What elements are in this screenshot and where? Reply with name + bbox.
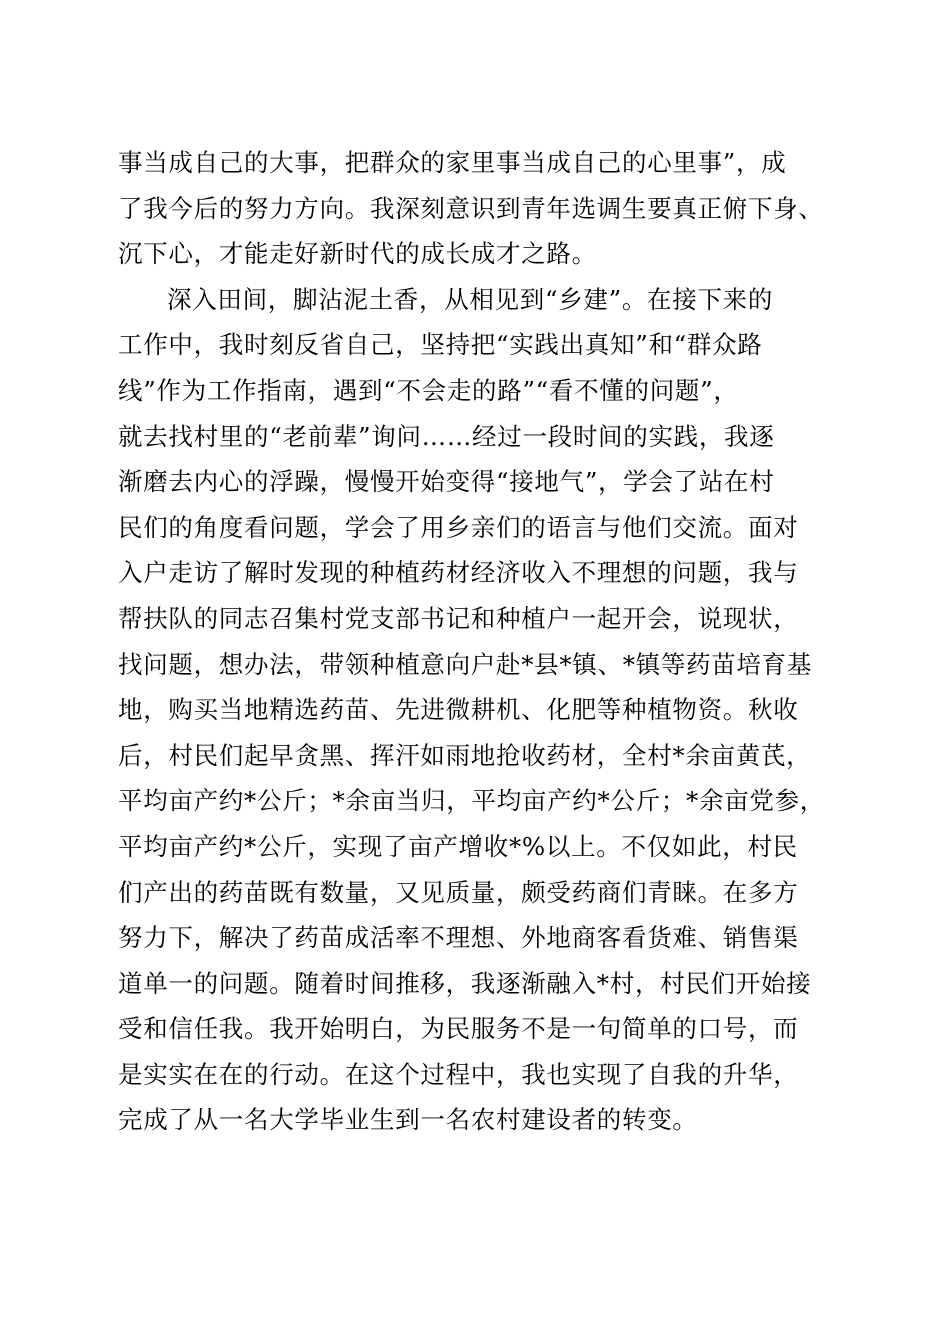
text-line: 事当成自己的大事，把群众的家里事当成自己的心里事”，成 <box>118 148 787 177</box>
text-line: 了我今后的努力方向。我深刻意识到青年选调生要真正俯下身、 <box>118 193 824 223</box>
text-line: 深入田间，脚沾泥土香，从相见到“乡建”。在接下来的 <box>167 284 774 314</box>
paragraph-village-work <box>118 277 838 1143</box>
text-line: 完成了从一名大学毕业生到一名农村建设者的转变。 <box>118 1105 698 1135</box>
text-line: 受和信任我。我开始明白，为民服务不是一句简单的口号，而 <box>118 1014 799 1044</box>
text-line: 是实实在在的行动。在这个过程中，我也实现了自我的升华， <box>118 1059 799 1089</box>
text-line: 渐磨去内心的浮躁，慢慢开始变得“接地气”，学会了站在村 <box>118 467 775 497</box>
text-line: 们产出的药苗既有数量，又见质量，颇受药商们青睐。在多方 <box>118 877 799 907</box>
text-line: 努力下，解决了药苗成活率不理想、外地商客看货难、销售渠 <box>118 923 799 953</box>
text-line: 地，购买当地精选药苗、先进微耕机、化肥等种植物资。秋收 <box>118 695 799 725</box>
paragraph-continued <box>118 140 838 277</box>
text-line: 后，村民们起早贪黑、挥汗如雨地抢收药材，全村*余亩黄芪， <box>118 740 812 770</box>
text-line: 平均亩产约*公斤；*余亩当归，平均亩产约*公斤；*余亩党参， <box>118 786 825 816</box>
text-line: 就去找村里的“老前辈”询问……经过一段时间的实践，我逐 <box>118 421 775 451</box>
text-line: 道单一的问题。随着时间推移，我逐渐融入*村，村民们开始接 <box>118 968 812 998</box>
text-line: 平均亩产约*公斤，实现了亩产增收*%以上。不仅如此，村民 <box>118 831 798 861</box>
text-line: 找问题，想办法，带领种植意向户赴*县*镇、*镇等药苗培育基 <box>118 649 813 679</box>
text-line: 民们的角度看问题，学会了用乡亲们的语言与他们交流。面对 <box>118 512 799 542</box>
text-line: 沉下心，才能走好新时代的成长成才之路。 <box>118 239 597 269</box>
text-line: 工作中，我时刻反省自己，坚持把“实践出真知”和“群众路 <box>118 330 763 360</box>
text-line: 入户走访了解时发现的种植药材经济收入不理想的问题，我与 <box>118 558 799 588</box>
text-line: 线”作为工作指南，遇到“不会走的路”“看不懂的问题”， <box>118 375 739 405</box>
text-line: 帮扶队的同志召集村党支部书记和种植户一起开会，说现状， <box>118 603 799 633</box>
